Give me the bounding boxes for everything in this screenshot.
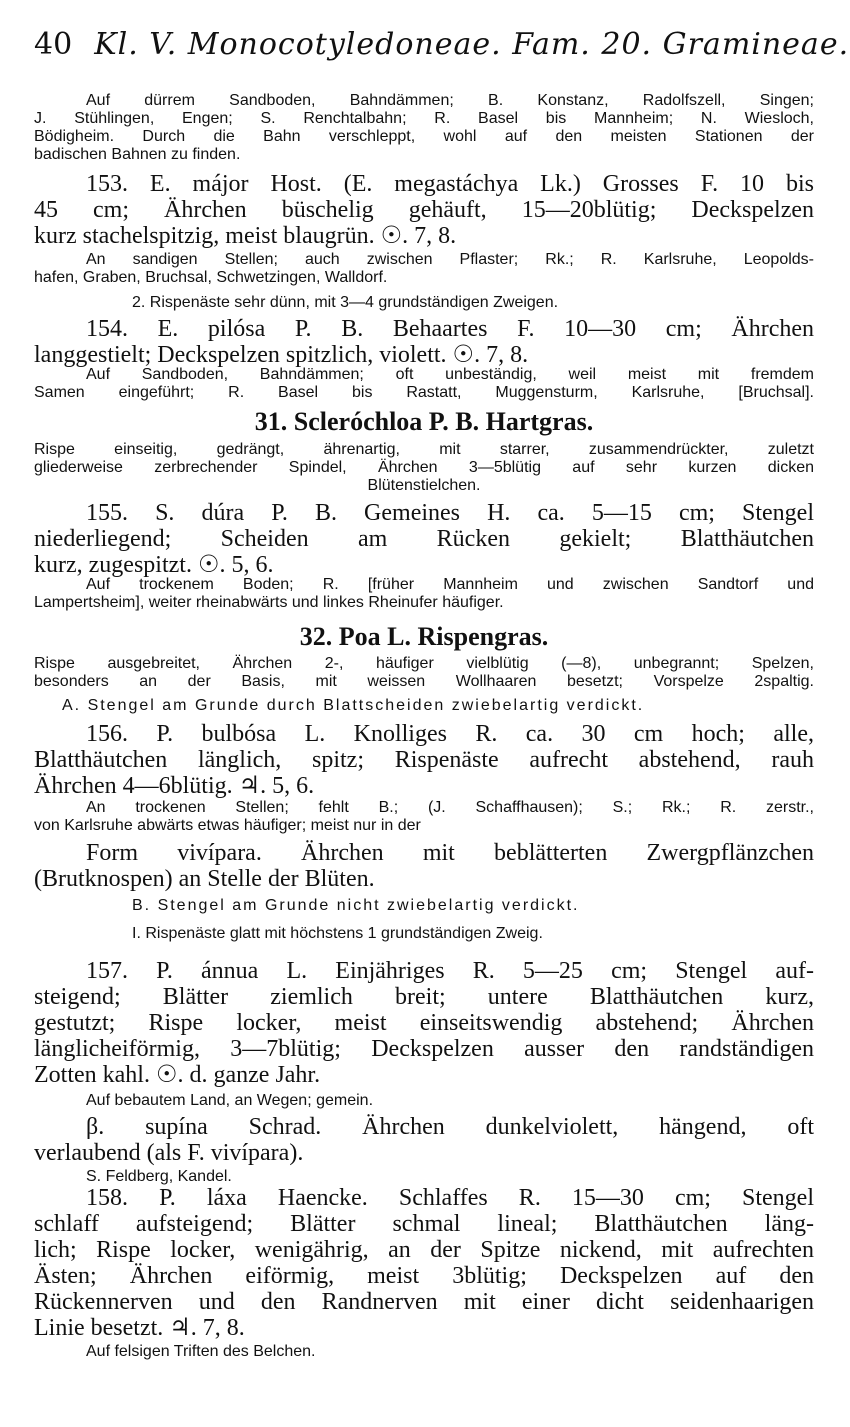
text-line: I. Rispenäste glatt mit höchstens 1 grundständigen Zweig. xyxy=(132,925,543,942)
running-header xyxy=(34,20,850,70)
text-line: 2. Rispenäste sehr dünn, mit 3—4 grundständigen Zweigen. xyxy=(132,294,559,311)
text-line: länglicheiförmig, 3—7blütig; Deckspelzen ausser den randständigen xyxy=(34,1036,814,1062)
text-line: gliederweise zerbrechender Spindel, Ährchen 3—5blütig auf sehr kurzen dicken xyxy=(34,459,814,476)
text-line: An trockenen Stellen; fehlt B.; (J. Schaffhausen); S.; Rk.; R. zerstr., xyxy=(86,799,814,816)
text-line: Blatthäutchen länglich, spitz; Rispenäste aufrecht abstehend, rauh xyxy=(34,747,814,773)
text-line: Auf trockenem Boden; R. [früher Mannheim und zwischen Sandtorf und xyxy=(86,576,814,593)
running-title: Kl. V. Monocotyledoneae. Fam. 20. Gramineae. xyxy=(94,27,850,62)
text-line: Bödigheim. Durch die Bahn verschleppt, wohl auf den meisten Stationen der xyxy=(34,128,814,145)
text-line: besonders an der Basis, mit weissen Wollhaaren besetzt; Vorspelze 2spaltig. xyxy=(34,673,814,690)
section-heading: 31. Scleróchloa P. B. Hartgras. xyxy=(254,407,594,436)
text-line: 153. E. májor Host. (E. megastáchya Lk.) Grosses F. 10 bis xyxy=(86,171,814,197)
text-line: B. Stengel am Grunde nicht zwiebelartig verdickt. xyxy=(132,897,580,914)
text-line: Ästen; Ährchen eiförmig, meist 3blütig; Deckspelzen auf den xyxy=(34,1263,814,1289)
text-line: Samen eingeführt; R. Basel bis Rastatt, Muggensturm, Karlsruhe, [Bruchsal]. xyxy=(34,384,814,401)
text-line: Ährchen 4—6blütig. ♃. 5, 6. xyxy=(34,773,315,799)
text-line: gestutzt; Rispe locker, meist einseitswendig abstehend; Ährchen xyxy=(34,1010,814,1036)
text-line: Zotten kahl. ☉. d. ganze Jahr. xyxy=(34,1062,321,1088)
text-line: kurz, zugespitzt. ☉. 5, 6. xyxy=(34,552,274,578)
text-line: Auf bebautem Land, an Wegen; gemein. xyxy=(86,1092,374,1109)
text-line: schlaff aufsteigend; Blätter schmal lineal; Blatthäutchen läng- xyxy=(34,1211,814,1237)
text-line: Auf felsigen Triften des Belchen. xyxy=(86,1343,316,1360)
text-line: β. supína Schrad. Ährchen dunkelviolett, hängend, oft xyxy=(86,1114,814,1140)
text-line: 156. P. bulbósa L. Knolliges R. ca. 30 cm hoch; alle, xyxy=(86,721,814,747)
text-line: J. Stühlingen, Engen; S. Renchtalbahn; R. Basel bis Mannheim; N. Wiesloch, xyxy=(34,110,814,127)
text-line: lich; Rispe locker, wenigährig, an der Spitze nickend, mit aufrechten xyxy=(34,1237,814,1263)
text-line: Auf dürrem Sandboden, Bahndämmen; B. Konstanz, Radolfszell, Singen; xyxy=(86,92,814,109)
section-heading: 32. Poa L. Rispengras. xyxy=(299,622,549,651)
text-line: Lampertsheim], weiter rheinabwärts und linkes Rheinufer häufiger. xyxy=(34,594,504,611)
text-line: An sandigen Stellen; auch zwischen Pflaster; Rk.; R. Karlsruhe, Leopolds- xyxy=(86,251,814,268)
text-line: verlaubend (als F. vivípara). xyxy=(34,1140,304,1166)
text-line: steigend; Blätter ziemlich breit; untere Blatthäutchen kurz, xyxy=(34,984,814,1010)
text-line: A. Stengel am Grunde durch Blattscheiden zwiebelartig verdickt. xyxy=(62,697,645,714)
text-line: badischen Bahnen zu finden. xyxy=(34,146,241,163)
text-line: 155. S. dúra P. B. Gemeines H. ca. 5—15 cm; Stengel xyxy=(86,500,814,526)
text-line: (Brutknospen) an Stelle der Blüten. xyxy=(34,866,375,892)
text-line: kurz stachelspitzig, meist blaugrün. ☉. 7, 8. xyxy=(34,223,457,249)
text-line: 157. P. ánnua L. Einjähriges R. 5—25 cm; Stengel auf- xyxy=(86,958,814,984)
text-line: Rückennerven und den Randnerven mit einer dicht seidenhaarigen xyxy=(34,1289,814,1315)
text-line: S. Feldberg, Kandel. xyxy=(86,1168,232,1185)
text-line: langgestielt; Deckspelzen spitzlich, violett. ☉. 7, 8. xyxy=(34,342,529,368)
text-line: Auf Sandboden, Bahndämmen; oft unbeständig, weil meist mit fremdem xyxy=(86,366,814,383)
text-line: niederliegend; Scheiden am Rücken gekielt; Blatthäutchen xyxy=(34,526,814,552)
text-line: 158. P. láxa Haencke. Schlaffes R. 15—30 cm; Stengel xyxy=(86,1185,814,1211)
text-line: hafen, Graben, Bruchsal, Schwetzingen, Walldorf. xyxy=(34,269,388,286)
text-line: Rispe ausgebreitet, Ährchen 2-, häufiger vielblütig (—8), unbegrannt; Spelzen, xyxy=(34,655,814,672)
text-line: 154. E. pilósa P. B. Behaartes F. 10—30 cm; Ährchen xyxy=(86,316,814,342)
text-line: Form vivípara. Ährchen mit beblätterten Zwergpflänzchen xyxy=(86,840,814,866)
page-number: 40 xyxy=(34,27,73,62)
text-line: 45 cm; Ährchen büschelig gehäuft, 15—20blütig; Deckspelzen xyxy=(34,197,814,223)
text-line: Rispe einseitig, gedrängt, ährenartig, mit starrer, zusammendrückter, zuletzt xyxy=(34,441,814,458)
section-heading: Blütenstielchen. xyxy=(367,477,481,494)
text-line: Linie besetzt. ♃. 7, 8. xyxy=(34,1315,245,1341)
text-line: von Karlsruhe abwärts etwas häufiger; meist nur in der xyxy=(34,817,421,834)
